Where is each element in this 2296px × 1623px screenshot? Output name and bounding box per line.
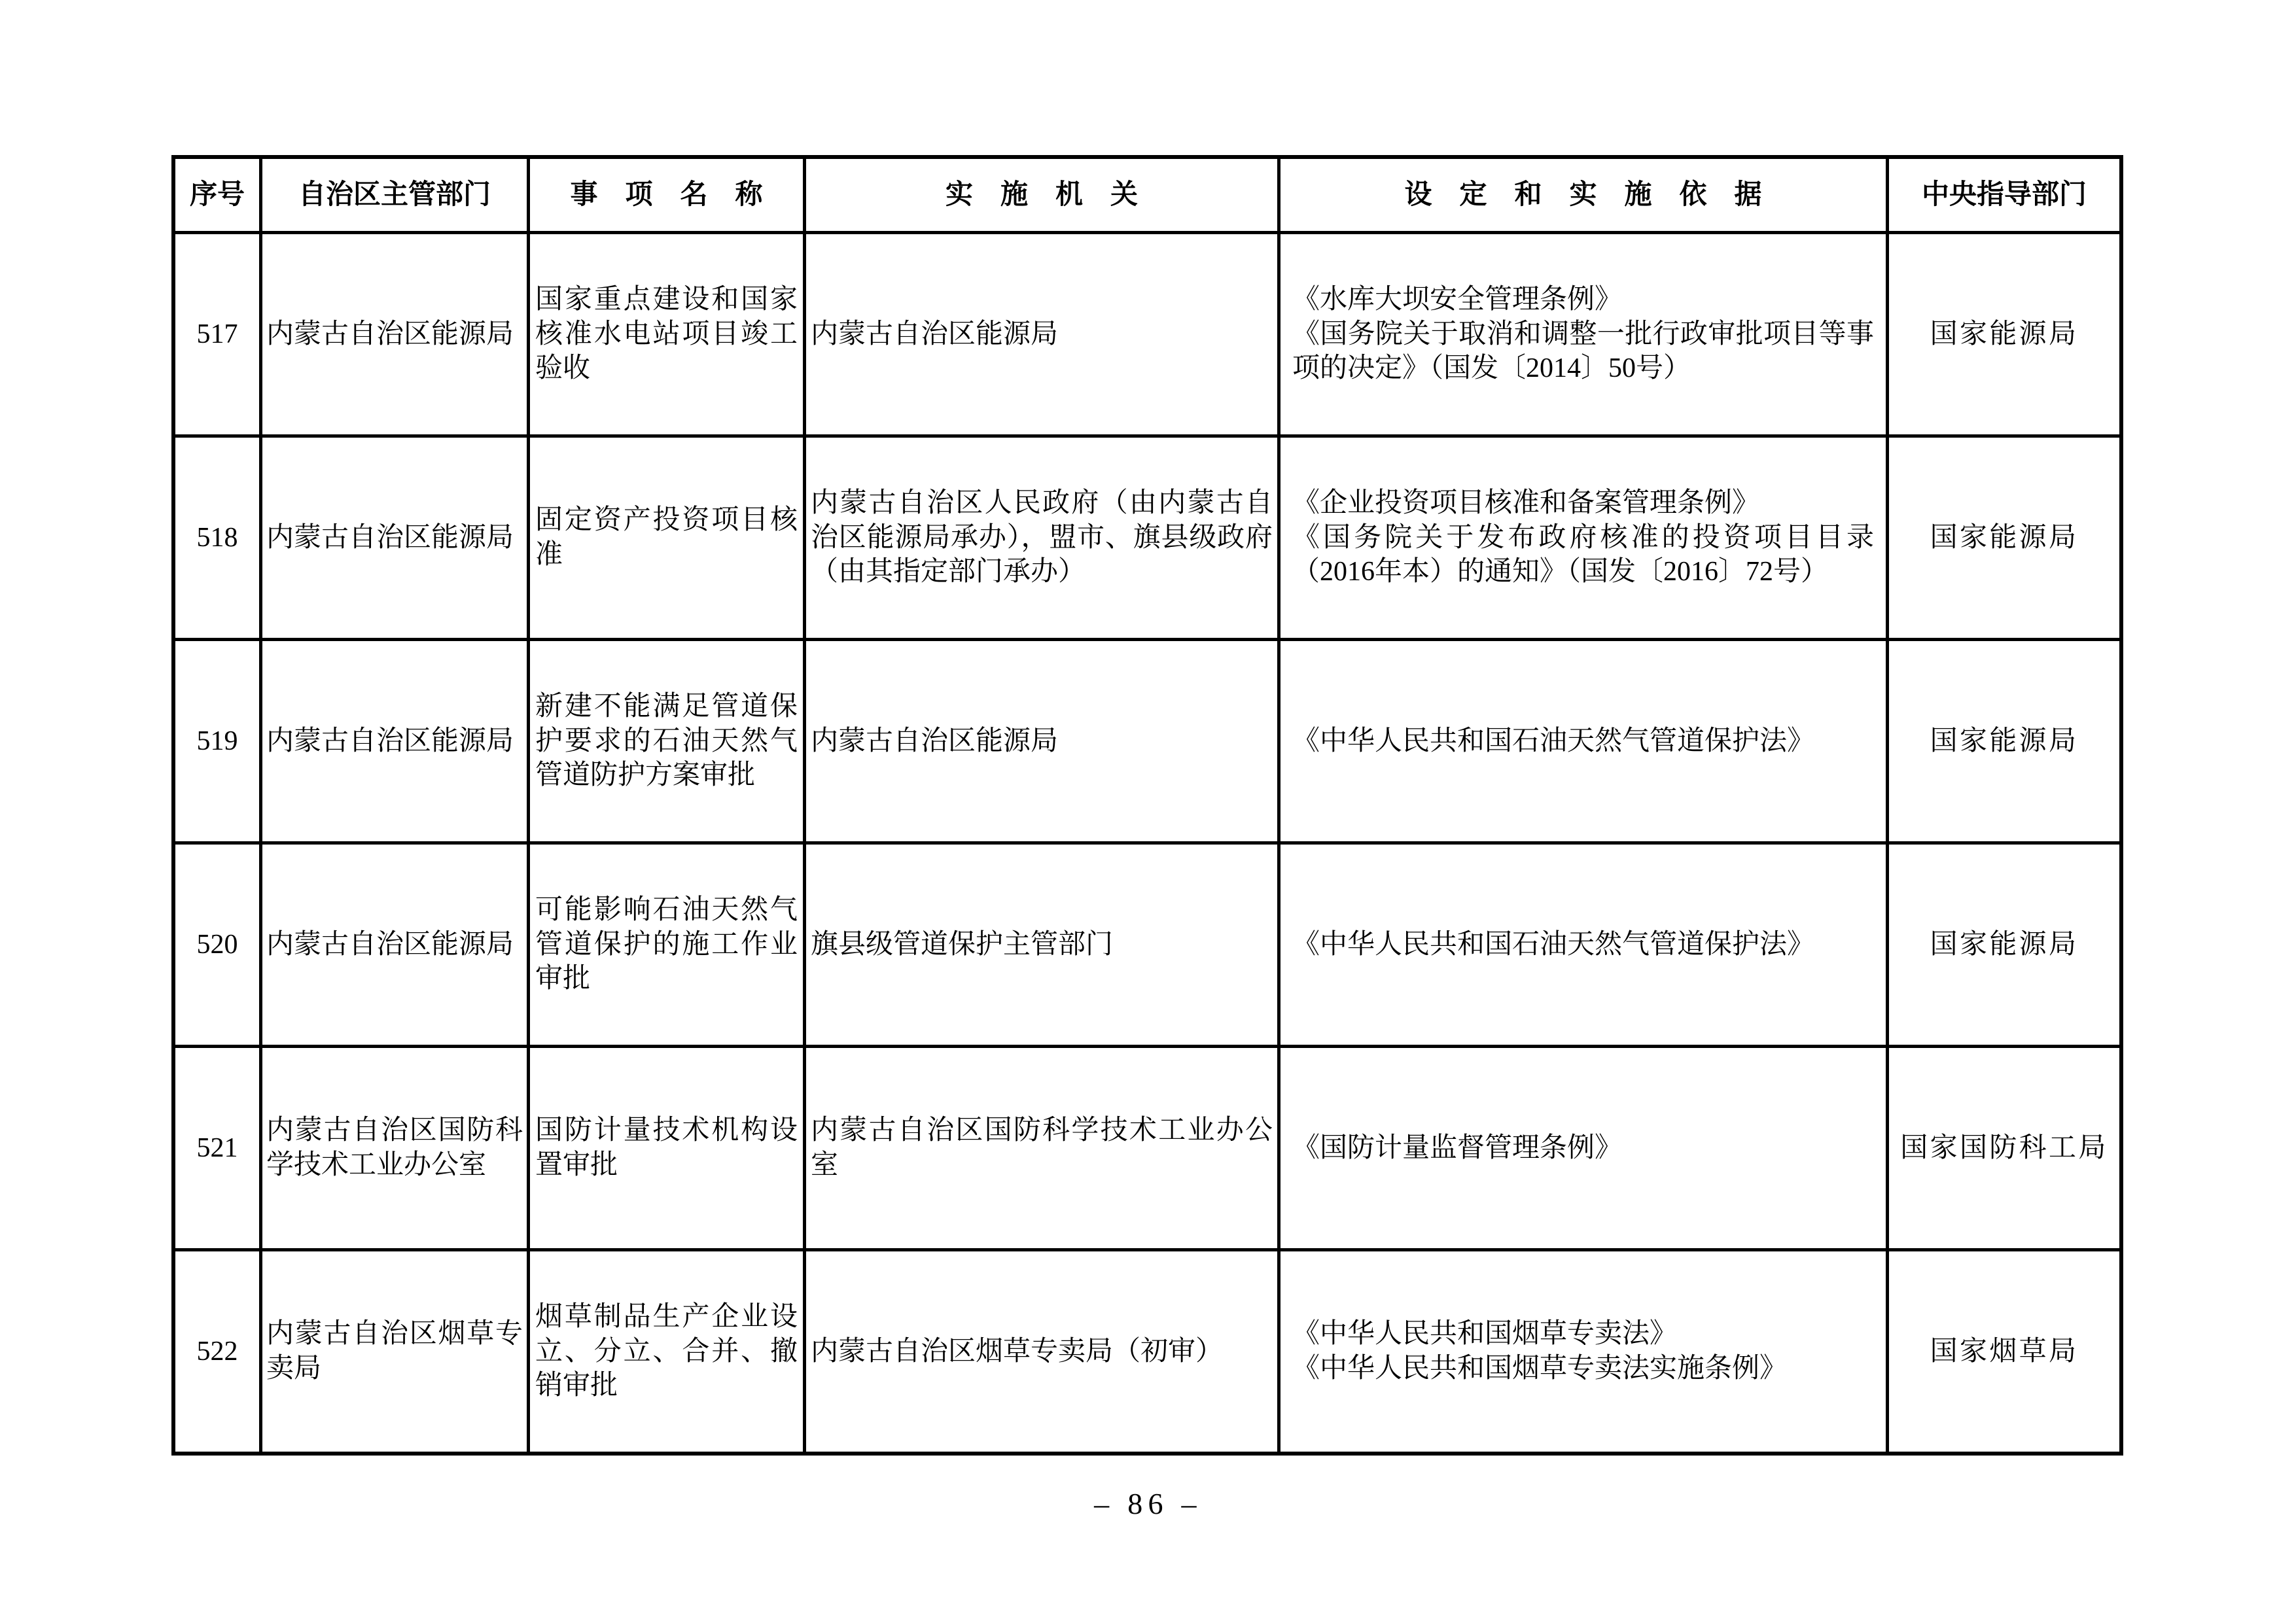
item-name-value: 国防计量技术机构设置审批: [535, 1115, 798, 1180]
cell-central-dept: [1889, 1251, 2119, 1452]
cell-agency: [806, 438, 1277, 638]
cell-department: [262, 641, 527, 841]
cell-department: [262, 1048, 527, 1248]
cell-seq: [175, 845, 259, 1045]
page-number: – 86 –: [1094, 1487, 1202, 1520]
header-cell-seq: [175, 159, 259, 231]
cell-department: [262, 438, 527, 638]
cell-seq: [175, 234, 259, 434]
cell-agency: [806, 234, 1277, 434]
cell-item-name: [530, 1251, 803, 1452]
central-dept-value: 国家国防科工局: [1900, 1132, 2108, 1163]
basis-entry: 《中华人民共和国烟草专卖法》: [1292, 1319, 1678, 1350]
agency-value: 内蒙古自治区能源局: [811, 725, 1059, 756]
basis-entry: 《中华人民共和国石油天然气管道保护法》: [1292, 725, 1815, 756]
agency-value: 内蒙古自治区能源局: [811, 319, 1059, 349]
cell-basis: [1280, 438, 1886, 638]
cell-agency: [806, 641, 1277, 841]
department-value: 内蒙古自治区国防科学技术工业办公室: [266, 1115, 523, 1180]
cell-central-dept: [1889, 845, 2119, 1045]
header-cell-agency: [806, 159, 1277, 231]
basis-entry: 《中华人民共和国烟草专卖法实施条例》: [1292, 1353, 1788, 1384]
department-value: 内蒙古自治区烟草专卖局: [266, 1319, 523, 1384]
basis-entry: 《企业投资项目核准和备案管理条例》: [1292, 487, 1760, 518]
agency-value: 内蒙古自治区烟草专卖局（初审）: [811, 1336, 1224, 1367]
cell-basis: [1280, 1251, 1886, 1452]
cell-agency: [806, 845, 1277, 1045]
item-name-value: 烟草制品生产企业设立、分立、合并、撤销审批: [535, 1301, 798, 1401]
header-label: 事 项 名 称: [570, 179, 763, 210]
basis-entry: 《国务院关于取消和调整一批行政审批项目等事项的决定》（国发〔2014〕50号）: [1292, 319, 1874, 384]
header-label: 设 定 和 实 施 依 据: [1404, 179, 1762, 210]
cell-basis: [1280, 1048, 1886, 1248]
cell-basis: [1280, 845, 1886, 1045]
cell-department: [262, 845, 527, 1045]
central-dept-value: 国家能源局: [1930, 319, 2079, 349]
department-value: 内蒙古自治区能源局: [266, 725, 514, 756]
basis-entry: 《国务院关于发布政府核准的投资项目目录（2016年本）的通知》（国发〔2016〕72号）: [1292, 522, 1874, 587]
basis-entry: 《国防计量监督管理条例》: [1292, 1132, 1623, 1163]
cell-department: [262, 1251, 527, 1452]
cell-central-dept: [1889, 641, 2119, 841]
cell-agency: [806, 1048, 1277, 1248]
seq-value: 517: [196, 319, 238, 349]
cell-seq: [175, 438, 259, 638]
header-label: 中央指导部门: [1921, 179, 2087, 210]
header-label: 实 施 机 关: [945, 179, 1138, 210]
header-label: 序号: [189, 179, 245, 210]
header-cell-central-dept: [1889, 159, 2119, 231]
central-dept-value: 国家能源局: [1930, 725, 2079, 756]
department-value: 内蒙古自治区能源局: [266, 522, 514, 553]
cell-agency: [806, 1251, 1277, 1452]
central-dept-value: 国家能源局: [1930, 929, 2079, 960]
cell-department: [262, 234, 527, 434]
seq-value: 519: [196, 725, 238, 756]
item-name-value: 可能影响石油天然气管道保护的施工作业审批: [535, 894, 798, 994]
header-cell-department: [262, 159, 527, 231]
item-name-value: 国家重点建设和国家核准水电站项目竣工验收: [535, 284, 798, 384]
agency-value: 旗县级管道保护主管部门: [811, 929, 1114, 960]
item-name-value: 固定资产投资项目核准: [535, 505, 798, 570]
department-value: 内蒙古自治区能源局: [266, 929, 514, 960]
cell-item-name: [530, 438, 803, 638]
cell-item-name: [530, 234, 803, 434]
cell-basis: [1280, 234, 1886, 434]
cell-central-dept: [1889, 234, 2119, 434]
seq-value: 521: [196, 1132, 238, 1163]
seq-value: 522: [196, 1336, 238, 1367]
cell-central-dept: [1889, 1048, 2119, 1248]
cell-item-name: [530, 1048, 803, 1248]
cell-seq: [175, 1251, 259, 1452]
approval-items-table: [171, 155, 2123, 1456]
agency-value: 内蒙古自治区人民政府（由内蒙古自治区能源局承办），盟市、旗县级政府（由其指定部门承办）: [811, 487, 1273, 587]
central-dept-value: 国家烟草局: [1930, 1336, 2079, 1367]
cell-basis: [1280, 641, 1886, 841]
cell-central-dept: [1889, 438, 2119, 638]
basis-entry: 《中华人民共和国石油天然气管道保护法》: [1292, 929, 1815, 960]
cell-item-name: [530, 641, 803, 841]
basis-entry: 《水库大坝安全管理条例》: [1292, 284, 1623, 315]
header-cell-item-name: [530, 159, 803, 231]
header-label: 自治区主管部门: [298, 179, 491, 210]
item-name-value: 新建不能满足管道保护要求的石油天然气管道防护方案审批: [535, 691, 798, 791]
seq-value: 518: [196, 522, 238, 553]
department-value: 内蒙古自治区能源局: [266, 319, 514, 349]
central-dept-value: 国家能源局: [1930, 522, 2079, 553]
cell-seq: [175, 641, 259, 841]
agency-value: 内蒙古自治区国防科学技术工业办公室: [811, 1115, 1273, 1180]
header-cell-basis: [1280, 159, 1886, 231]
cell-item-name: [530, 845, 803, 1045]
cell-seq: [175, 1048, 259, 1248]
seq-value: 520: [196, 929, 238, 960]
